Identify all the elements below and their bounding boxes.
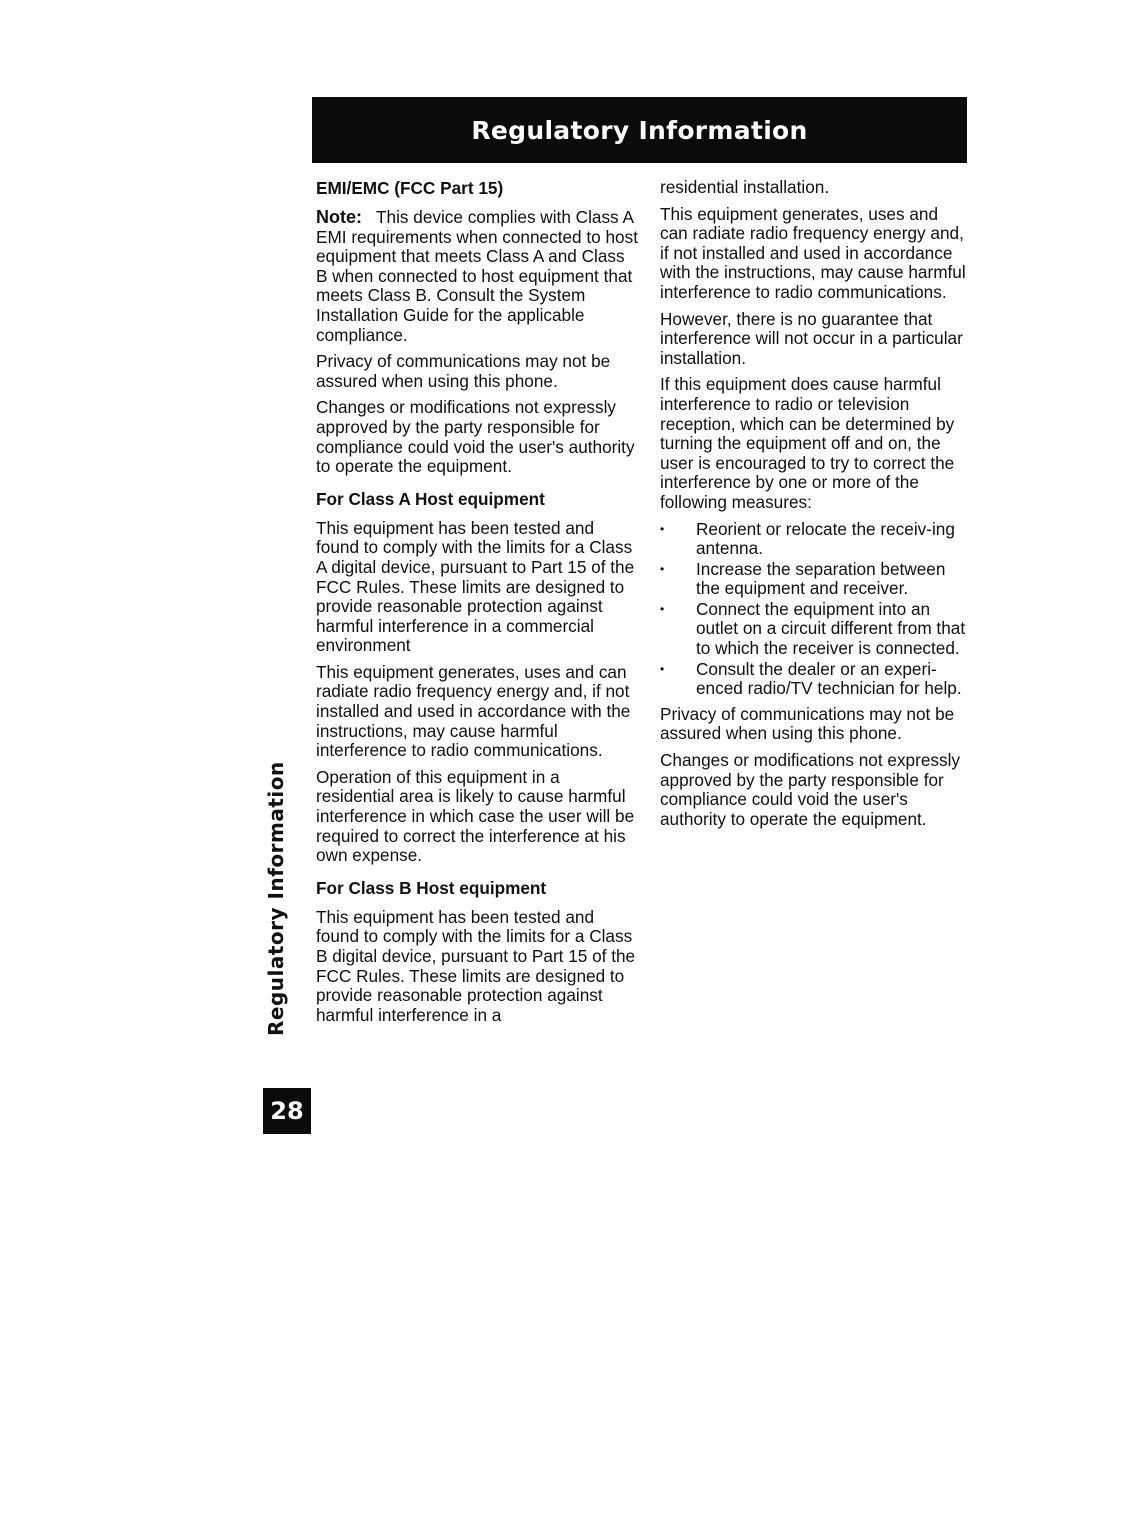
class-a-paragraph-1: This equipment has been tested and found to comply with the limits for a Class A digital device, pursuant to Part 15 of the FCC Rules. These limits are designed to provide reasonable protection against harmful interference in a commercial environment: [316, 517, 635, 656]
changes-paragraph: Changes or modifications not expressly approved by the party responsible for compliance could void the user's authority to operate the equipment.: [316, 397, 635, 477]
page-title: Regulatory Information: [471, 115, 808, 145]
page-number: 28: [270, 1097, 304, 1125]
privacy-paragraph: Privacy of communications may not be assured when using this phone.: [316, 351, 611, 391]
side-section-label: Regulatory Information: [264, 761, 288, 1036]
left-column: [316, 178, 638, 1032]
note-paragraph: [316, 208, 638, 345]
class-a-paragraph-3: Operation of this equipment in a residential area is likely to cause harmful interference in which case the user will be required to correct the interference at his own expense.: [316, 766, 635, 866]
class-b-paragraph-1: This equipment has been tested and found to comply with the limits for a Class B digital device, pursuant to Part 15 of the FCC Rules. These limits are designed to provide reasonable protection against harmful interference in a: [316, 906, 636, 1025]
section-heading-class-b: For Class B Host equipment: [316, 877, 547, 898]
section-heading-class-a: For Class A Host equipment: [316, 488, 545, 509]
right-paragraph-2: However, there is no guarantee that interference will not occur in a particular installation.: [660, 308, 963, 368]
list-item: • Consult the dealer or an experi-enced radio/TV technician for help.: [660, 660, 970, 699]
measures-list: [660, 520, 970, 699]
page-header-banner: [312, 97, 967, 163]
class-a-paragraph-2: This equipment generates, uses and can radiate radio frequency energy and, if not installed and used in accordance with the instructions, may cause harmful interference to radio communications.: [316, 661, 631, 761]
right-paragraph-1: This equipment generates, uses and can radiate radio frequency energy and, if not installed and used in accordance with the instructions, may cause harmful interference to radio communications.: [660, 203, 966, 302]
continuation-text: residential installation.: [660, 177, 830, 197]
note-label: Note:: [316, 207, 362, 227]
right-paragraph-3: If this equipment does cause harmful interference to radio or television reception, which can be determined by turning the equipment off and on, the user is encouraged to try to correct the interference by one or more of the following measures:: [660, 374, 955, 512]
note-text: This device complies with Class A EMI requirements when connected to host equipment that meets Class A and Class B when connected to host equipment that meets Class B. Consult the System Installation Guide for the applicable compliance.: [316, 207, 638, 345]
page-number-badge: [263, 1088, 311, 1134]
list-item: • Connect the equipment into an outlet on a circuit different from that to which the receiver is connected.: [660, 600, 970, 659]
right-changes-paragraph: Changes or modifications not expressly approved by the party responsible for compliance could void the user's authority to operate the equipment.: [660, 750, 960, 829]
right-column: [660, 178, 970, 836]
right-privacy-paragraph: Privacy of communications may not be assured when using this phone.: [660, 703, 955, 744]
section-heading-emi-emc: EMI/EMC (FCC Part 15): [316, 178, 504, 198]
list-item: • Reorient or relocate the receiv-ing antenna.: [660, 520, 970, 559]
list-item: • Increase the separation between the equipment and receiver.: [660, 560, 970, 599]
